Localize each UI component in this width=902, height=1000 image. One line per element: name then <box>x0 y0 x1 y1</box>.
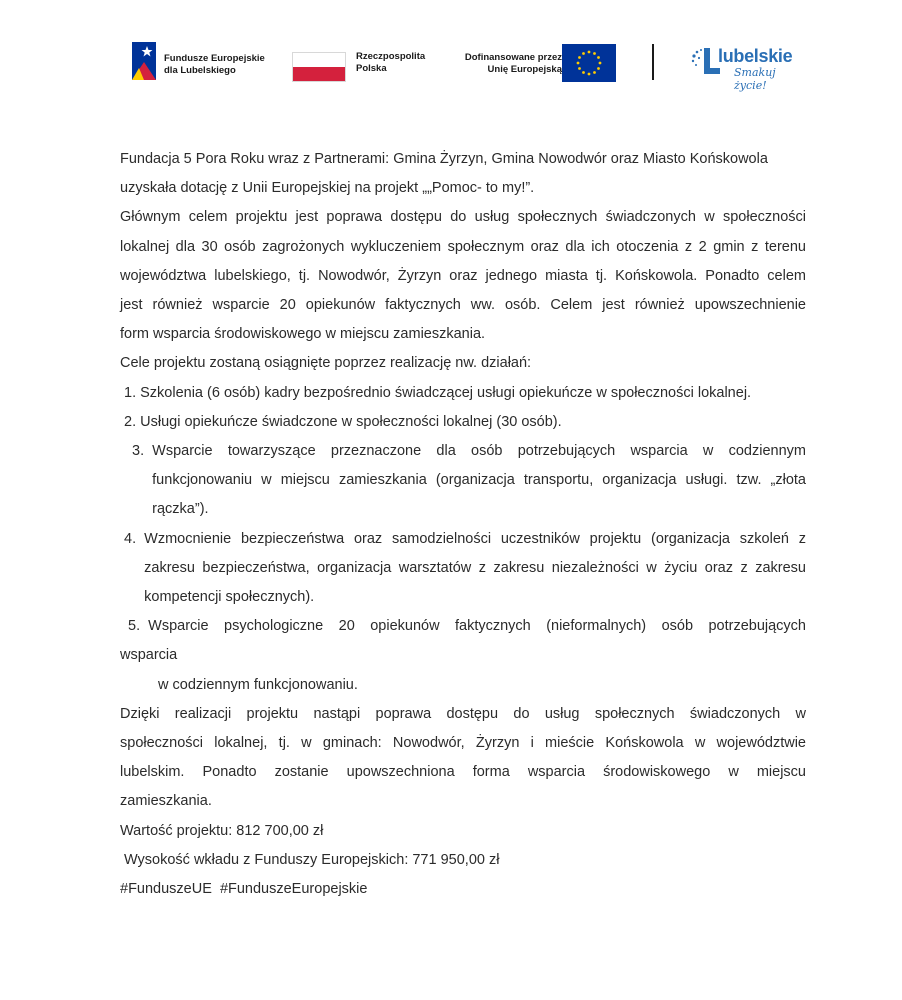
rp-logo-line2: Polska <box>356 63 387 74</box>
rzeczpospolita-polska-logo <box>292 48 452 88</box>
action-text: Wzmocnienie bezpieczeństwa oraz samodzielności uczestników projektu (organizacja szkoleń z zakresu bezpieczeństwa, organizacja warsztatów z zakresu niezależności w życiu oraz z zakresu kompetencji społecznych). <box>144 530 806 606</box>
action-continuation: w codziennym funkcjonowaniu. <box>158 676 358 693</box>
goal-line: województwa lubelskiego, tj. Nowodwór, Żyrzyn oraz jednego miasta tj. Końskowola. Ponadto celem <box>120 267 806 284</box>
action-text: Usługi opiekuńcze świadczone w społeczności lokalnej (30 osób). <box>140 413 562 430</box>
action-number: 3. <box>132 443 145 460</box>
action-number: 4. <box>124 530 137 547</box>
eu-flag-icon <box>562 44 616 82</box>
action-wrap: wsparcia <box>120 647 178 664</box>
action-number: 5. <box>128 618 141 635</box>
goal-line: lokalnej dla 30 osób zagrożonych wykluczeniem społecznym oraz dla ich otoczenia z 2 gmin z terenu <box>120 238 806 255</box>
intro-line: uzyskała dotację z Unii Europejskiej na projekt „„Pomoc- to my!”. <box>120 180 535 197</box>
action-item <box>120 379 806 408</box>
fe-logo-line2: dla Lubelskiego <box>164 65 236 76</box>
actions-intro: Cele projektu zostaną osiągnięte poprzez realizację nw. działań: <box>120 355 532 372</box>
logo-divider <box>652 44 654 80</box>
lubelskie-logo-tagline: Smakuj życie! <box>734 66 776 92</box>
action-item <box>120 408 806 437</box>
action-item <box>120 437 806 525</box>
document-body <box>120 145 806 904</box>
action-number: 1. <box>124 384 137 401</box>
unia-europejska-logo <box>452 44 622 84</box>
outcome-line: Dzięki realizacji projektu nastąpi poprawa dostępu do usług społecznych świadczonych w <box>120 705 806 722</box>
action-item <box>120 612 806 641</box>
goal-line: jest również wsparcie 20 opiekunów faktycznych ww. osób. Celem jest również upowszechnienie <box>120 297 806 314</box>
action-number: 2. <box>124 413 137 430</box>
logo-header <box>130 38 810 94</box>
outcome-line: lubelskim. Ponadto zostanie upowszechniona forma wsparcia środowiskowego w miejscu <box>120 764 806 781</box>
fe-logo-line1: Fundusze Europejskie <box>164 53 265 64</box>
project-value: Wartość projektu: 812 700,00 zł <box>120 822 324 839</box>
ue-logo-line2: Unię Europejską <box>487 64 562 75</box>
action-text: Wsparcie psychologiczne 20 opiekunów faktycznych (nieformalnych) osób potrzebujących <box>148 618 806 635</box>
fundusze-europejskie-logo <box>130 40 280 84</box>
lubelskie-logo <box>690 42 810 92</box>
action-text: Szkolenia (6 osób) kadry bezpośrednio świadczącej usługi opiekuńcze w społeczności lokalnej. <box>140 384 752 401</box>
hashtags: #FunduszeUE #FunduszeEuropejskie <box>120 881 368 898</box>
action-item <box>120 525 806 613</box>
goal-line: form wsparcia środowiskowego w miejscu zamieszkania. <box>120 326 486 343</box>
outcome-line: zamieszkania. <box>120 793 212 810</box>
eu-contribution: Wysokość wkładu z Funduszy Europejskich: 771 950,00 zł <box>124 851 500 868</box>
intro-line: Fundacja 5 Pora Roku wraz z Partnerami: Gmina Żyrzyn, Gmina Nowodwór oraz Miasto Końskowola <box>120 151 768 167</box>
polish-flag-icon <box>292 52 346 82</box>
outcome-line: społeczności lokalnej, tj. w gminach: Nowodwór, Żyrzyn i mieście Końskowola w województwie <box>120 735 806 752</box>
lubelskie-logo-name: lubelskie <box>718 46 793 66</box>
rp-logo-line1: Rzeczpospolita <box>356 51 426 62</box>
goal-line: Głównym celem projektu jest poprawa dostępu do usług społecznych świadczonych w społeczności <box>120 209 806 226</box>
action-text: Wsparcie towarzyszące przeznaczone dla osób potrzebujących wsparcia w codziennym funkcjonowaniu w miejscu zamieszkania (organizacja transportu, organizacja usługi. tzw. „złota rączka”). <box>152 443 806 518</box>
fundusze-europejskie-mark-icon <box>130 40 158 82</box>
ue-logo-line1: Dofinansowane przez <box>464 52 562 63</box>
